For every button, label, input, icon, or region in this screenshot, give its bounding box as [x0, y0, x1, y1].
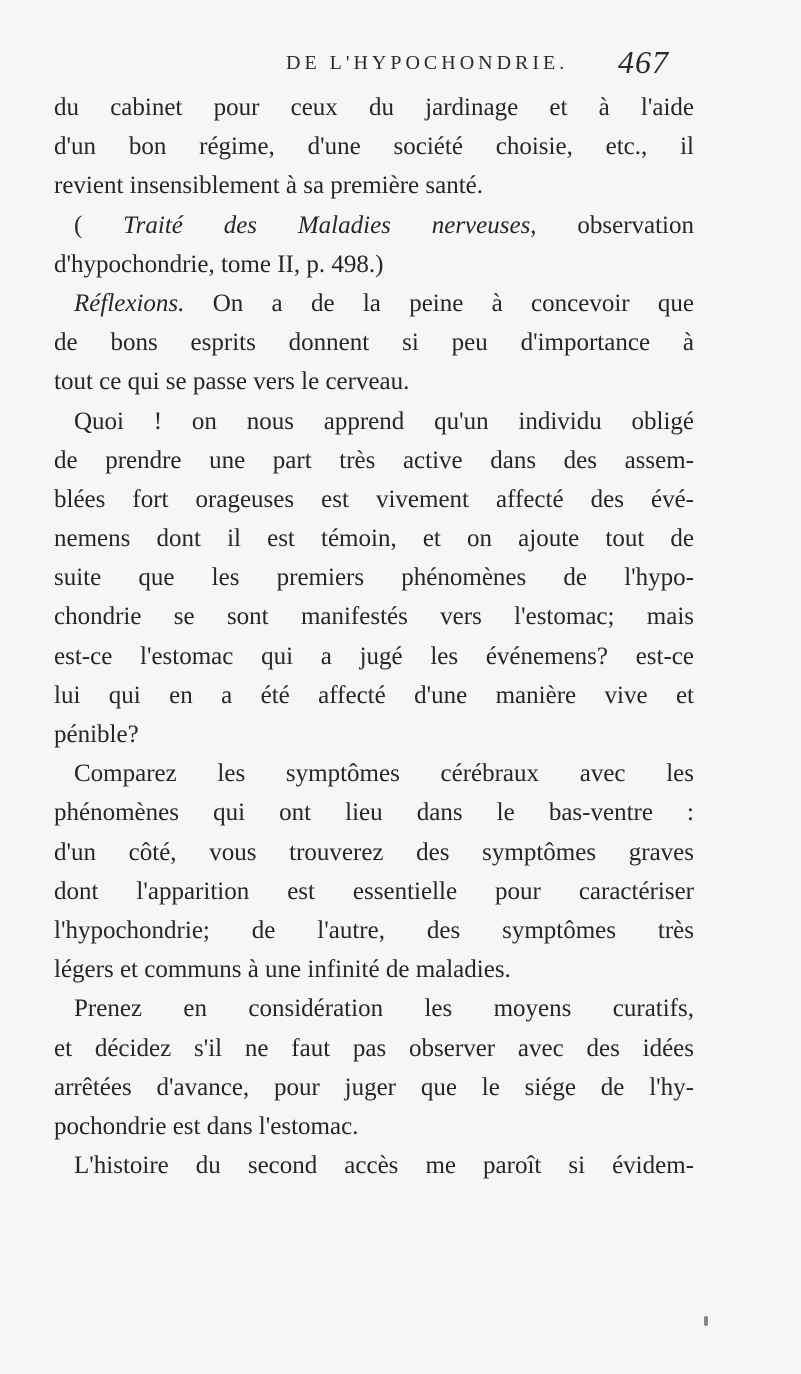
text-line: tout ce qui se passe vers le cerveau.	[54, 368, 410, 396]
text-line: de prendre une part très active dans des assem-	[54, 446, 694, 474]
text-line: L'histoire du second accès me paroît si évidem-	[74, 1152, 694, 1180]
text-line: Quoi ! on nous apprend qu'un individu obligé	[74, 407, 694, 435]
citation-line	[54, 206, 694, 245]
text-line: de bons esprits donnent si peu d'importance à	[54, 329, 694, 357]
page-header	[0, 44, 801, 84]
text-line: d'un côté, vous trouverez des symptômes graves	[54, 838, 694, 866]
citation-rest: , observation	[530, 211, 695, 239]
text-line: est-ce l'estomac qui a jugé les événemens? est-ce	[54, 642, 694, 670]
reflexions-line	[54, 284, 694, 323]
reflexions-text: On a de la peine à concevoir que	[184, 289, 694, 317]
page-number: 467	[618, 44, 669, 80]
text-line: l'hypochondrie; de l'autre, des symptômes très	[54, 916, 694, 944]
text-line: blées fort orageuses est vivement affecté des évé-	[54, 485, 694, 513]
text-line: lui qui en a été affecté d'une manière vive et	[54, 681, 694, 709]
paper-speck	[704, 1316, 708, 1326]
text-line: pénible?	[54, 721, 139, 748]
text-line: d'un bon régime, d'une société choisie, etc., il	[54, 133, 694, 161]
text-line: d'hypochondrie, tome II, p. 498.)	[54, 250, 384, 278]
body-text	[54, 88, 694, 1185]
text-line: revient insensiblement à sa première santé.	[54, 172, 484, 200]
text-line: du cabinet pour ceux du jardinage et à l'aide	[54, 94, 694, 121]
text-line: légers et communs à une infinité de maladies.	[54, 956, 511, 984]
running-head: DE L'HYPOCHONDRIE.	[286, 52, 569, 74]
text-line: arrêtées d'avance, pour juger que le siége de l'hy-	[54, 1073, 694, 1101]
citation-title: Traité des Maladies nerveuses	[123, 211, 531, 239]
text-line: Comparez les symptômes cérébraux avec les	[74, 760, 694, 788]
text-line: phénomènes qui ont lieu dans le bas-ventre :	[54, 799, 694, 827]
text-line: nemens dont il est témoin, et on ajoute tout de	[54, 525, 694, 553]
text-line: et décidez s'il ne faut pas observer avec des idées	[54, 1034, 694, 1062]
text-line: Prenez en considération les moyens curatifs,	[74, 995, 694, 1023]
text-line: pochondrie est dans l'estomac.	[54, 1112, 359, 1140]
section-heading: Réflexions.	[74, 289, 185, 317]
text-line: dont l'apparition est essentielle pour caractériser	[54, 877, 694, 905]
open-paren: (	[74, 211, 83, 239]
text-line: chondrie se sont manifestés vers l'estomac; mais	[54, 603, 694, 631]
text-line: suite que les premiers phénomènes de l'hypo-	[54, 564, 694, 592]
